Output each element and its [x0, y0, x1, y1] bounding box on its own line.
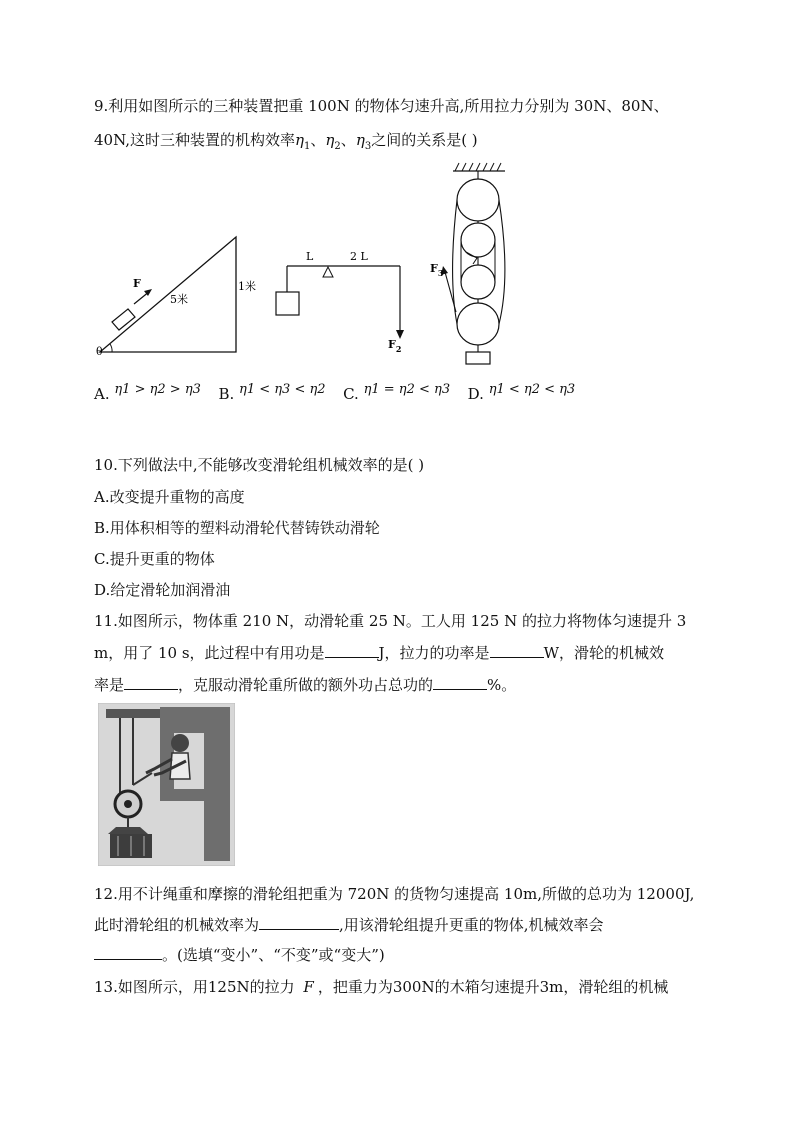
pulley-figure — [425, 162, 515, 367]
eta-symbol: η — [325, 131, 335, 149]
q10-option-b: B.用体积相等的塑料动滑轮代替铸铁动滑轮 — [94, 519, 380, 537]
q11-stem-line2 — [94, 643, 664, 663]
q12-text: 此时滑轮组的机械效率为 — [94, 916, 260, 934]
wall-top — [160, 707, 230, 733]
q11-text: m，用了 10 s，此过程中有用功是 — [94, 644, 325, 662]
q10-stem: 10.下列做法中,不能够改变滑轮组机械效率的是( ) — [94, 456, 425, 474]
q9-options — [94, 384, 575, 406]
q11-text: %。 — [487, 676, 517, 694]
option-b-label: B. — [218, 385, 235, 403]
option-c-expr: η1 = η2 < η3 — [363, 382, 451, 397]
q9-stem-prefix: 40N,这时三种装置的机构效率 — [94, 131, 296, 149]
option-d-expr: η1 < η2 < η3 — [488, 382, 576, 397]
q11-stem-line1: 11.如图所示，物体重 210 N，动滑轮重 25 N。工人用 125 N 的拉力将物体匀速提升 3 — [94, 612, 687, 630]
q12-text: ,用该滑轮组提升更重的物体,机械效率会 — [339, 916, 604, 934]
fixed-pulley-large — [457, 179, 499, 221]
q13-text: 13.如图所示，用125N的拉力 — [94, 978, 295, 996]
force-symbol: F — [303, 978, 314, 996]
block — [112, 309, 135, 330]
worker-pulley-photo — [98, 703, 235, 866]
q12-text: 。(选填“变小”、“不变”或“变大”) — [162, 946, 385, 964]
answer-blank[interactable] — [124, 675, 178, 690]
q10-option-d: D.给定滑轮加润滑油 — [94, 581, 231, 599]
q9-stem-suffix: 之间的关系是( ) — [371, 131, 478, 149]
q13-text: ，把重力为300N的木箱匀速提升3m，滑轮组的机械 — [317, 978, 669, 996]
arrow-down-icon — [396, 330, 404, 339]
option-a-expr: η1 > η2 > η3 — [114, 382, 201, 397]
q10-option-c: C.提升更重的物体 — [94, 550, 215, 568]
angle-label: θ — [96, 345, 103, 358]
q11-text: J，拉力的功率是 — [378, 644, 490, 662]
weight-box — [276, 292, 299, 315]
eta-subscript: 1 — [304, 141, 311, 152]
answer-blank[interactable] — [259, 915, 339, 930]
eta-subscript: 2 — [334, 141, 341, 152]
eta-symbol: η — [295, 131, 305, 149]
option-c-label: C. — [343, 385, 359, 403]
eta-subscript: 3 — [364, 141, 372, 152]
q11-stem-line3 — [94, 675, 516, 695]
q11-text: 率是 — [94, 676, 125, 694]
hypotenuse-label: 5米 — [170, 293, 188, 306]
pull-rope — [445, 272, 456, 312]
force-label: $F_2$ — [388, 338, 402, 354]
q12-stem-line1: 12.用不计绳重和摩擦的滑轮组把重为 720N 的货物匀速提高 10m,所做的总功为 12000J, — [94, 885, 695, 903]
answer-blank[interactable] — [325, 643, 379, 658]
lever-figure — [270, 248, 410, 358]
q9-stem-line1: 9.利用如图所示的三种装置把重 100N 的物体匀速升高,所用拉力分别为 30N、80N、 — [94, 97, 669, 115]
movable-pulley-large — [457, 303, 499, 345]
q11-text: W，滑轮的机械效 — [543, 644, 664, 662]
option-b-expr: η1 < η3 < η2 — [239, 382, 326, 397]
wall-right — [204, 733, 230, 861]
lever-right-label: 2 L — [350, 250, 368, 263]
load-box — [466, 352, 490, 364]
separator: 、 — [340, 131, 356, 149]
force-label: $F_3$ — [430, 262, 444, 278]
answer-blank[interactable] — [490, 643, 544, 658]
q12-stem-line2 — [94, 915, 604, 935]
incline-figure — [90, 228, 265, 358]
height-label: 1米 — [238, 280, 256, 293]
eta-symbol: η — [355, 131, 365, 149]
q10-option-a: A.改变提升重物的高度 — [94, 488, 245, 506]
answer-blank[interactable] — [433, 675, 487, 690]
fulcrum-icon — [323, 267, 333, 277]
ledge — [160, 789, 204, 801]
q9-stem-line2 — [94, 130, 478, 157]
q11-text: ，克服动滑轮重所做的额外功占总功的 — [178, 676, 434, 694]
q12-stem-line3 — [94, 945, 385, 965]
option-a-label: A. — [94, 385, 110, 403]
separator: 、 — [310, 131, 326, 149]
lever-left-label: L — [306, 250, 314, 263]
q13-stem-line1 — [94, 977, 668, 997]
force-label: F — [133, 277, 141, 290]
worker-head — [171, 734, 189, 752]
answer-blank[interactable] — [94, 945, 162, 960]
option-d-label: D. — [467, 385, 484, 403]
movable-pulley-small — [461, 265, 495, 299]
